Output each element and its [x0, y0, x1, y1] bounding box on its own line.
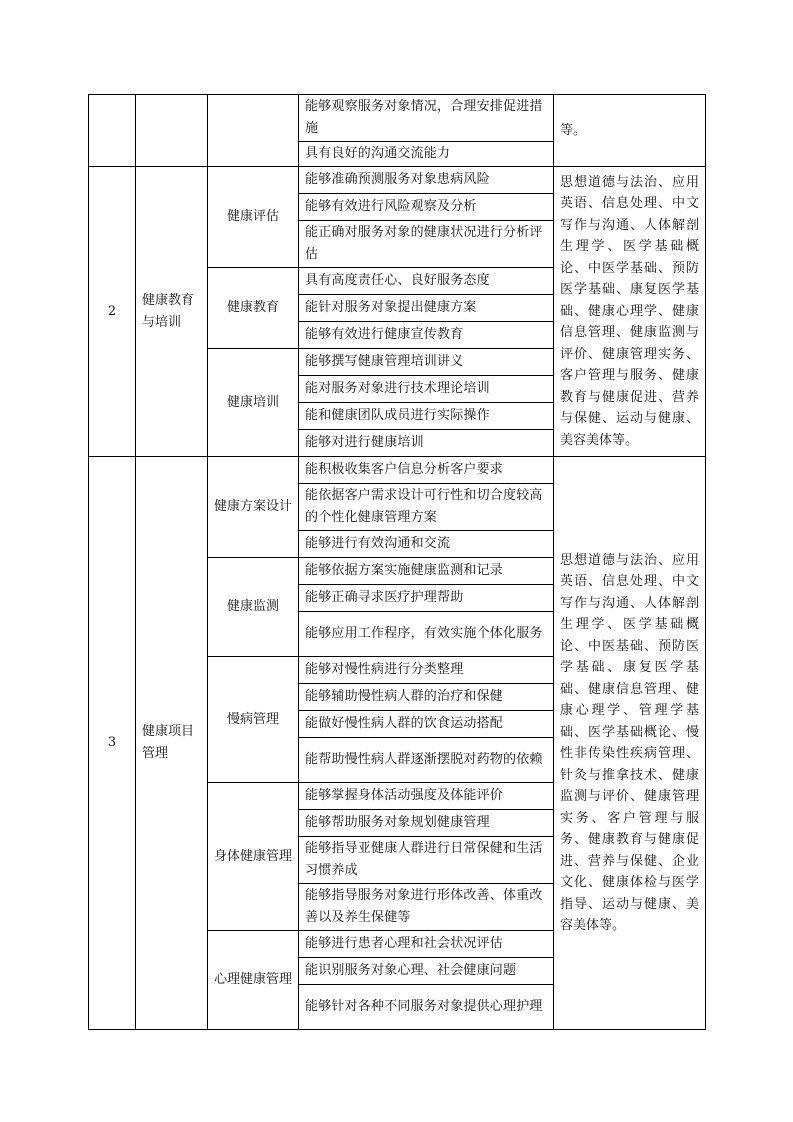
work-item: 身体健康管理 — [208, 783, 299, 931]
ability-cell: 能正确对服务对象的健康状况进行分析评估 — [299, 221, 554, 268]
ability-cell: 能够对进行健康培训 — [299, 430, 554, 457]
work-item: 健康评估 — [208, 167, 299, 268]
ability-cell: 能够指导亚健康人群进行日常保健和生活习惯养成 — [299, 837, 554, 884]
ability-cell: 具有良好的沟通交流能力 — [299, 142, 554, 167]
table-row — [89, 457, 706, 484]
course-list: 思想道德与法治、应用英语、信息处理、中文写作与沟通、人体解剖生理学、医学基础概论、中医基础、预防医学基础、康复医学基础、健康信息管理、健康心理学、管理学基础、医学基础概论、慢性非传染性疾病管理、针灸与推拿技术、健康监测与评价、健康管理实务、客户管理与服务、健康教育与健康促进、营养与保健、企业文化、健康体检与医学指导、运动与健康、美容美体等。 — [554, 457, 706, 1030]
ability-cell: 能够有效进行风险观察及分析 — [299, 194, 554, 221]
work-item: 心理健康管理 — [208, 931, 299, 1030]
ability-cell: 能够进行患者心理和社会状况评估 — [299, 931, 554, 958]
ability-cell: 能够针对各种不同服务对象提供心理护理 — [299, 985, 554, 1030]
ability-cell: 能够依据方案实施健康监测和记录 — [299, 558, 554, 585]
row-number: 3 — [89, 457, 136, 1030]
table-row — [89, 167, 706, 194]
ability-cell: 能够帮助服务对象规划健康管理 — [299, 810, 554, 837]
ability-cell: 能够进行有效沟通和交流 — [299, 531, 554, 558]
ability-cell: 能和健康团队成员进行实际操作 — [299, 403, 554, 430]
ability-cell: 能够对慢性病进行分类整理 — [299, 657, 554, 684]
ability-cell: 能依据客户需求设计可行性和切合度较高的个性化健康管理方案 — [299, 484, 554, 531]
ability-cell: 能够掌握身体活动强度及体能评价 — [299, 783, 554, 810]
ability-cell: 能够指导服务对象进行形体改善、体重改善以及养生保健等 — [299, 884, 554, 931]
work-item: 健康教育 — [208, 268, 299, 349]
row-number — [89, 95, 136, 167]
work-item: 健康方案设计 — [208, 457, 299, 558]
ability-cell: 能够观察服务对象情况，合理安排促进措施 — [299, 95, 554, 142]
ability-cell: 能积极收集客户信息分析客户要求 — [299, 457, 554, 484]
table-row — [89, 95, 706, 142]
ability-cell: 能够有效进行健康宣传教育 — [299, 322, 554, 349]
ability-cell: 能识别服务对象心理、社会健康问题 — [299, 958, 554, 985]
ability-cell: 具有高度责任心、良好服务态度 — [299, 268, 554, 295]
ability-cell: 能够撰写健康管理培训讲义 — [299, 349, 554, 376]
row-number: 2 — [89, 167, 136, 457]
work-item: 健康监测 — [208, 558, 299, 657]
ability-cell: 能做好慢性病人群的饮食运动搭配 — [299, 711, 554, 738]
ability-cell: 能够应用工作程序，有效实施个体化服务 — [299, 612, 554, 657]
ability-cell: 能够准确预测服务对象患病风险 — [299, 167, 554, 194]
ability-cell: 能对服务对象进行技术理论培训 — [299, 376, 554, 403]
ability-cell: 能帮助慢性病人群逐渐摆脱对药物的依赖 — [299, 738, 554, 783]
ability-cell: 能够辅助慢性病人群的治疗和保健 — [299, 684, 554, 711]
course-list: 思想道德与法治、应用英语、信息处理、中文写作与沟通、人体解剖生理学、医学基础概论、中医学基础、预防医学基础、康复医学基础、健康心理学、健康信息管理、健康监测与评价、健康管理实务、客户管理与服务、健康教育与健康促进、营养与保健、运动与健康、美容美体等。 — [554, 167, 706, 457]
work-item: 慢病管理 — [208, 657, 299, 783]
training-table — [88, 94, 706, 1030]
ability-cell: 能够正确寻求医疗护理帮助 — [299, 585, 554, 612]
module-name — [136, 95, 208, 167]
course-list: 等。 — [554, 95, 706, 167]
work-item: 健康培训 — [208, 349, 299, 457]
work-item — [208, 95, 299, 167]
module-name: 健康项目管理 — [136, 457, 208, 1030]
ability-cell: 能针对服务对象提出健康方案 — [299, 295, 554, 322]
module-name: 健康教育与培训 — [136, 167, 208, 457]
